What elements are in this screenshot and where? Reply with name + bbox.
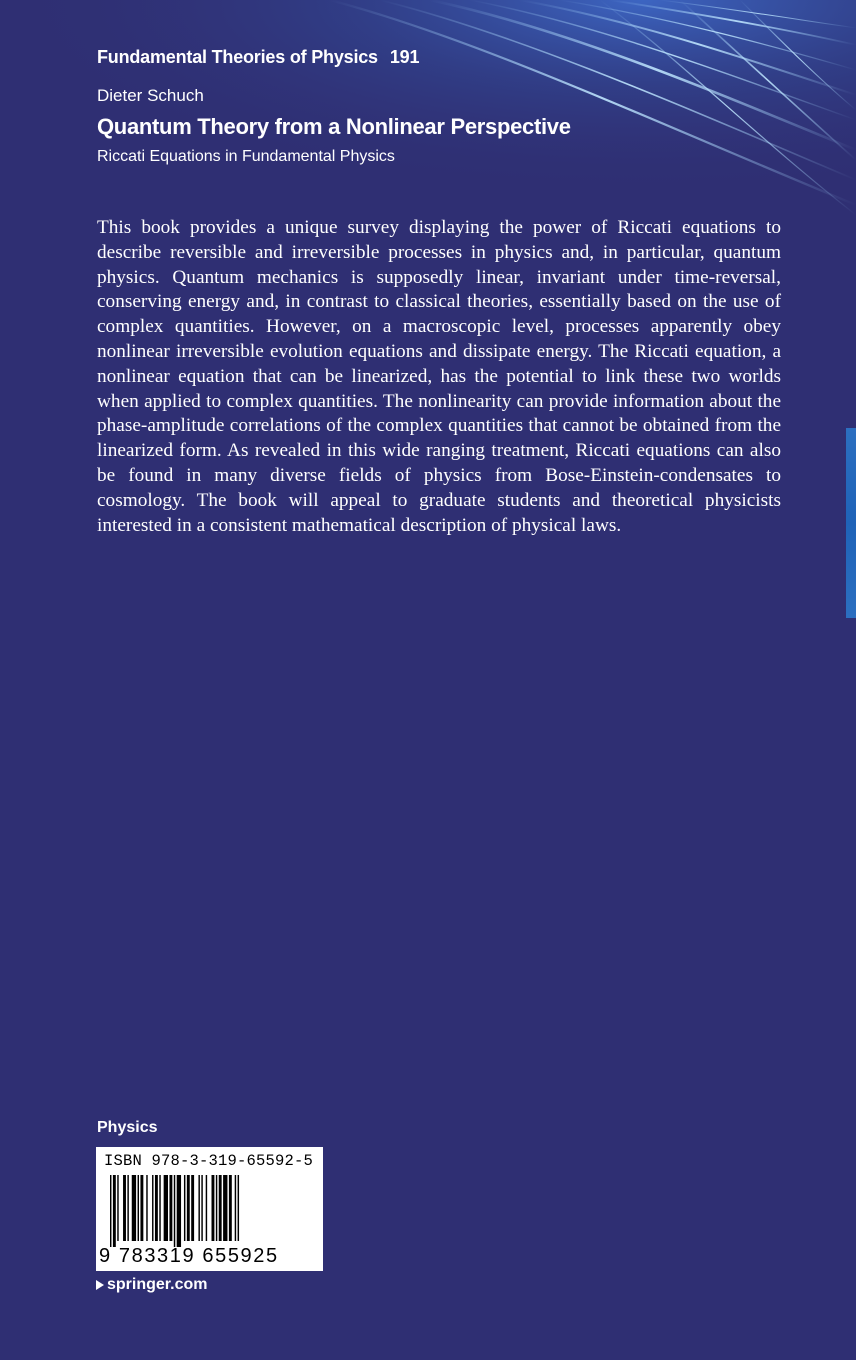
barcode-bar [177,1175,181,1247]
book-title: Quantum Theory from a Nonlinear Perspective [97,114,571,139]
barcode-bar [201,1175,202,1241]
barcode-bar [206,1175,207,1241]
barcode-bar [229,1175,232,1241]
barcode-bar [123,1175,126,1241]
barcode-bar [164,1175,168,1241]
series-name: Fundamental Theories of Physics [97,47,378,67]
barcode-bar [198,1175,199,1241]
barcode-bar [110,1175,111,1247]
barcode-bar [146,1175,147,1241]
barcode-bar [223,1175,227,1241]
series-heading [97,47,419,68]
isbn-barcode [96,1147,323,1271]
barcode-bar [191,1175,194,1241]
barcode-bar [216,1175,217,1241]
series-number: 191 [389,47,420,67]
barcode-bar [174,1175,175,1247]
barcode-bar [127,1175,128,1241]
barcode-bar [184,1175,185,1241]
barcode-bar [140,1175,143,1241]
edge-accent-bar [846,428,856,618]
barcode-bar [138,1175,139,1241]
barcode-bar [169,1175,172,1241]
barcode-bar [152,1175,153,1241]
author-name: Dieter Schuch [97,86,204,105]
book-subtitle: Riccati Equations in Fundamental Physics [97,148,395,165]
barcode-bar [235,1175,236,1241]
isbn-label: ISBN 978-3-319-65592-5 [104,1152,314,1170]
barcode-bar [155,1175,158,1241]
barcode-bar [212,1175,215,1241]
subject-category: Physics [97,1119,158,1136]
barcode-bar [219,1175,222,1241]
barcode-bar [132,1175,136,1241]
barcode-bar [238,1175,239,1241]
triangle-arrow-icon [96,1280,104,1290]
publisher-link-label: springer.com [107,1276,208,1293]
barcode-bar [113,1175,116,1247]
publisher-link[interactable] [96,1276,207,1294]
barcode-bar [187,1175,190,1241]
barcode-digits: 9 783319 655925 [99,1245,279,1267]
barcode-bar [159,1175,160,1241]
book-description: This book provides a unique survey displaying the power of Riccati equations to describe reversible and irreversible processes in physics and, in particular, quantum physics. Quantum mechanics is supposedly linear, invariant under time-reversal, conserving energy and, in contrast to classical theories, essentially based on the use of complex quantities. However, on a macroscopic level, processes apparently obey nonlinear irreversible evolution equations and dissipate energy. The Riccati equation, a nonlinear equation that can be linearized, has the potential to link these two worlds when applied to complex quantities. The nonlinearity can provide information about the phase-amplitude correlations of the complex quantities that cannot be obtained from the linearized form. As revealed in this wide ranging treatment, Riccati equations can also be found in many diverse fields of physics from Bose-Einstein-condensates to cosmology. The book will appeal to graduate students and theoretical physicists interested in a consistent mathematical description of physical laws. [97,217,781,536]
barcode-bar [117,1175,118,1241]
